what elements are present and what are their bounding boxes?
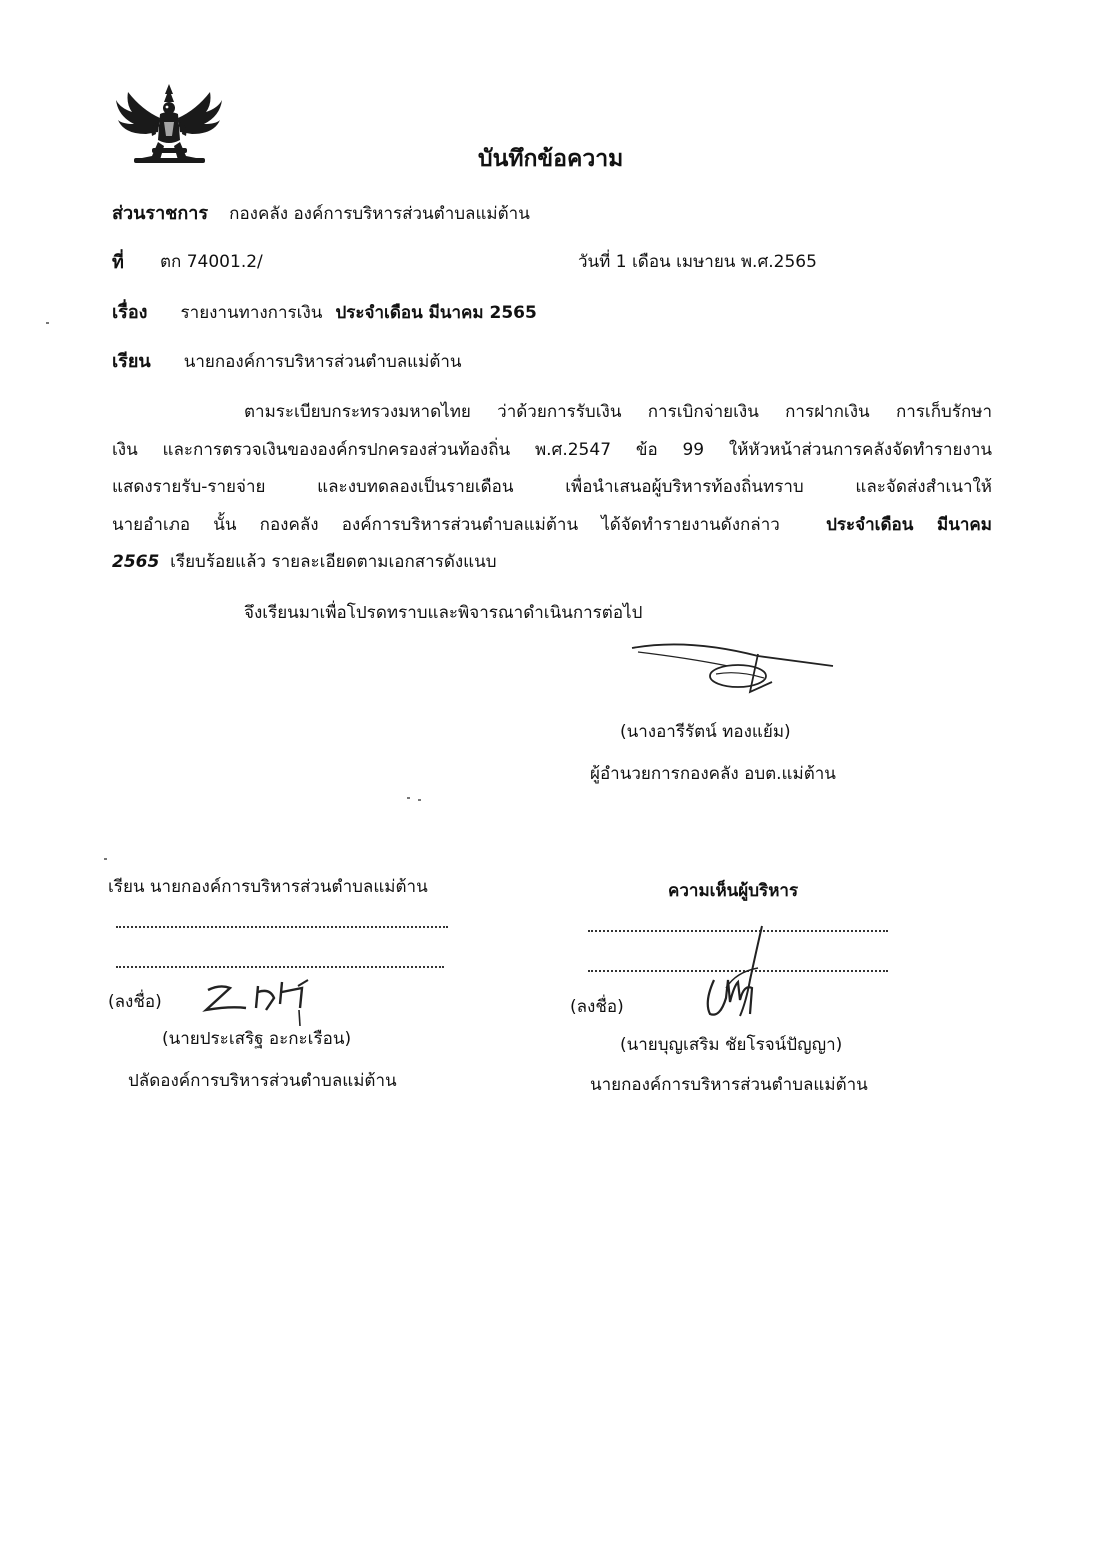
left-sign-label: (ลงชื่อ): [108, 992, 162, 1012]
signature-director-icon: [628, 636, 838, 698]
body-line-3: แสดงรายรับ-รายจ่าย และงบทดลองเป็นรายเดือน เพื่อนำเสนอผู้บริหารท้องถิ่นทราบ และจัดส่งสำเนาให้: [112, 477, 992, 497]
page-title: บันทึกข้อความ: [478, 146, 624, 172]
left-dotted-line-2: [116, 966, 444, 968]
scan-speck: [46, 322, 49, 324]
to-row: [112, 346, 462, 375]
agency-label: ส่วนราชการ: [112, 203, 209, 224]
body-line-4-text: นายอำเภอ นั้น กองคลัง องค์การบริหารส่วนตำบลแม่ต้าน ได้จัดทำรายงานดังกล่าว: [112, 514, 780, 535]
left-to-text: เรียน นายกองค์การบริหารส่วนตำบลแม่ต้าน: [108, 877, 428, 897]
left-name: (นายประเสริฐ อะกะเรือน): [162, 1029, 352, 1049]
scan-speck: [104, 858, 107, 860]
ref-value: ตก 74001.2/: [160, 252, 263, 272]
subject-text: รายงานทางการเงิน: [180, 303, 323, 323]
body-line-1: ตามระเบียบกระทรวงมหาดไทย ว่าด้วยการรับเงิน การเบิกจ่ายเงิน การฝากเงิน การเก็บรักษา: [244, 402, 992, 422]
to-label: เรียน: [112, 351, 151, 372]
ref-label: ที่: [112, 252, 124, 273]
left-position: ปลัดองค์การบริหารส่วนตำบลแม่ต้าน: [128, 1071, 397, 1091]
body-line-2: เงิน และการตรวจเงินขององค์กรปกครองส่วนท้องถิ่น พ.ศ.2547 ข้อ 99 ให้หัวหน้าส่วนการคลังจัดทำรายงาน: [112, 439, 992, 460]
signature-clerk-icon: [200, 978, 316, 1028]
body-line-5: [112, 544, 992, 582]
agency-value: กองคลัง องค์การบริหารส่วนตำบลแม่ต้าน: [229, 204, 530, 224]
signer-name: (นางอารีรัตน์ ทองแย้ม): [620, 722, 791, 742]
left-dotted-line-1: [116, 926, 448, 928]
body-line-5-text: เรียบร้อยแล้ว รายละเอียดตามเอกสารดังแนบ: [170, 552, 497, 572]
to-value: นายกองค์การบริหารส่วนตำบลแม่ต้าน: [183, 352, 462, 372]
right-sign-label: (ลงชื่อ): [570, 997, 624, 1017]
date-text: วันที่ 1 เดือน เมษายน พ.ศ.2565: [578, 252, 817, 272]
garuda-emblem-icon: [112, 82, 227, 170]
subject-row: [112, 297, 537, 326]
agency-row: [112, 198, 530, 227]
body-line-4: [112, 507, 992, 545]
body-paragraph: [112, 394, 992, 582]
right-position: นายกองค์การบริหารส่วนตำบลแม่ต้าน: [590, 1075, 868, 1095]
right-heading: ความเห็นผู้บริหาร: [668, 881, 799, 901]
signer-position: ผู้อำนวยการกองคลัง อบต.แม่ต้าน: [590, 764, 836, 784]
subject-label: เรื่อง: [112, 302, 148, 323]
scan-speck: [418, 799, 421, 801]
subject-bold: ประจำเดือน มีนาคม 2565: [335, 303, 537, 323]
scan-speck: [407, 797, 410, 799]
closing-text: จึงเรียนมาเพื่อโปรดทราบและพิจารณาดำเนินการต่อไป: [244, 603, 643, 623]
body-line-4-bold: ประจำเดือน มีนาคม: [826, 514, 992, 535]
body-line-5-bold: 2565: [112, 552, 160, 572]
right-name: (นายบุญเสริม ชัยโรจน์ปัญญา): [620, 1035, 843, 1055]
signature-mayor-icon: [700, 922, 770, 1022]
